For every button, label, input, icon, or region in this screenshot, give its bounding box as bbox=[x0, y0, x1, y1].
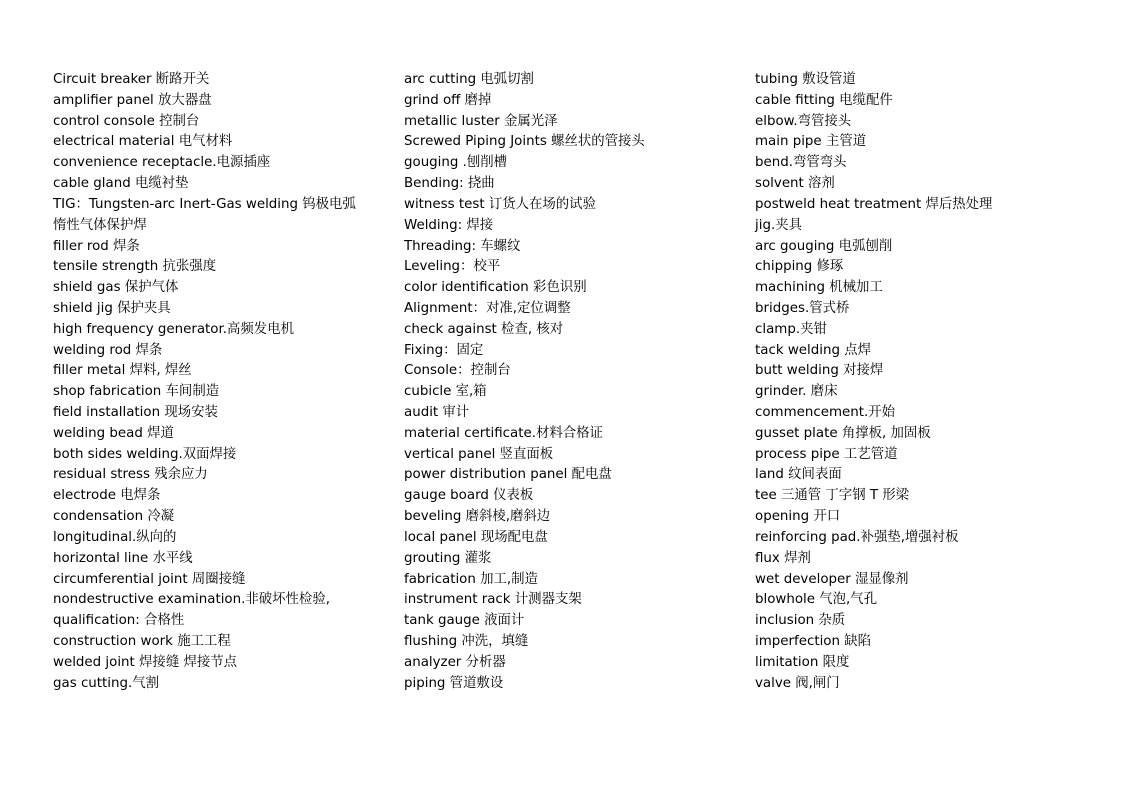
glossary-entry: color identification 彩色识别 bbox=[404, 280, 587, 296]
glossary-entry: Alignment：对准,定位调整 bbox=[404, 300, 571, 316]
glossary-entry: local panel 现场配电盘 bbox=[404, 529, 548, 545]
glossary-entry: clamp.夹钳 bbox=[755, 321, 827, 337]
glossary-entry: control console 控制台 bbox=[53, 113, 200, 129]
glossary-entry: audit 审计 bbox=[404, 405, 470, 420]
glossary-entry: power distribution panel 配电盘 bbox=[404, 467, 612, 483]
glossary-entry: grinder. 磨床 bbox=[755, 384, 838, 400]
glossary-entry: welding bead 焊道 bbox=[53, 425, 174, 441]
glossary-entry: qualification: 合格性 bbox=[53, 613, 185, 629]
glossary-entry: condensation 冷凝 bbox=[53, 509, 175, 525]
glossary-entry: reinforcing pad.补强垫,增强衬板 bbox=[755, 529, 959, 545]
glossary-entry: bridges.管式桥 bbox=[755, 300, 850, 316]
glossary-entry: chipping 修琢 bbox=[755, 259, 844, 275]
glossary-entry: Welding: 焊接 bbox=[404, 217, 494, 233]
glossary-entry: cubicle 室,箱 bbox=[404, 384, 487, 400]
glossary-entry: check against 检查, 核对 bbox=[404, 321, 564, 337]
glossary-entry: electrode 电焊条 bbox=[53, 488, 161, 504]
glossary-entry: arc cutting 电弧切割 bbox=[404, 72, 534, 87]
glossary-entry: construction work 施工工程 bbox=[53, 633, 231, 649]
glossary-entry: cable fitting 电缆配件 bbox=[755, 92, 893, 108]
glossary-entry: commencement.开始 bbox=[755, 405, 896, 420]
glossary-entry: opening 开口 bbox=[755, 509, 841, 525]
glossary-entry: filler metal 焊料, 焊丝 bbox=[53, 363, 192, 379]
glossary-entry: residual stress 残余应力 bbox=[53, 467, 208, 483]
glossary-entry: main pipe 主管道 bbox=[755, 134, 867, 150]
glossary-entry: tubing 敷设管道 bbox=[755, 72, 856, 87]
glossary-entry: postweld heat treatment 焊后热处理 bbox=[755, 196, 993, 212]
glossary-entry: bend.弯管弯头 bbox=[755, 155, 847, 171]
glossary-entry: blowhole 气泡,气孔 bbox=[755, 592, 878, 608]
glossary-entry: high frequency generator.高频发电机 bbox=[53, 321, 294, 337]
glossary-entry: analyzer 分析器 bbox=[404, 654, 506, 670]
glossary-entry: welding rod 焊条 bbox=[53, 342, 163, 358]
glossary-entry: both sides welding.双面焊接 bbox=[53, 446, 237, 462]
glossary-entry: shop fabrication 车间制造 bbox=[53, 384, 220, 400]
glossary-entry: butt welding 对接焊 bbox=[755, 363, 884, 379]
glossary-entry: Console：控制台 bbox=[404, 363, 511, 379]
glossary-entry: process pipe 工艺管道 bbox=[755, 446, 898, 462]
glossary-entry: circumferential joint 周圈接缝 bbox=[53, 571, 246, 587]
glossary-entry: grouting 灌浆 bbox=[404, 550, 492, 566]
glossary-entry: gas cutting.气割 bbox=[53, 675, 160, 691]
glossary-entry: amplifier panel 放大器盘 bbox=[53, 92, 212, 108]
glossary-entry: Circuit breaker 断路开关 bbox=[53, 72, 210, 87]
glossary-entry: grind off 磨掉 bbox=[404, 92, 492, 108]
glossary-entry: electrical material 电气材料 bbox=[53, 134, 233, 150]
glossary-entry: beveling 磨斜棱,磨斜边 bbox=[404, 509, 551, 525]
glossary-entry: field installation 现场安装 bbox=[53, 405, 218, 420]
glossary-entry: tee 三通管 丁字钢 T 形梁 bbox=[755, 488, 910, 504]
glossary-entry: welded joint 焊接缝 焊接节点 bbox=[53, 654, 238, 670]
glossary-entry: gouging .刨削槽 bbox=[404, 155, 508, 171]
glossary-entry: metallic luster 金属光泽 bbox=[404, 113, 558, 129]
glossary-entry: flux 焊剂 bbox=[755, 550, 811, 566]
glossary-entry: arc gouging 电弧刨削 bbox=[755, 238, 893, 254]
glossary-entry: longitudinal.纵向的 bbox=[53, 529, 177, 545]
glossary-entry: instrument rack 计测器支架 bbox=[404, 592, 582, 608]
glossary-column-2 bbox=[404, 70, 739, 694]
glossary-entry: shield gas 保护气体 bbox=[53, 280, 179, 296]
glossary-entry: Leveling：校平 bbox=[404, 259, 501, 275]
glossary-entry: horizontal line 水平线 bbox=[53, 550, 193, 566]
glossary-entry: filler rod 焊条 bbox=[53, 238, 140, 254]
glossary-entry: imperfection 缺陷 bbox=[755, 633, 872, 649]
glossary-entry: tank gauge 液面计 bbox=[404, 613, 525, 629]
glossary-entry: fabrication 加工,制造 bbox=[404, 571, 538, 587]
glossary-column-3 bbox=[755, 70, 1090, 694]
glossary-entry-continuation: 惰性气体保护焊 bbox=[53, 217, 147, 233]
glossary-entry: shield jig 保护夹具 bbox=[53, 300, 171, 316]
glossary-entry: solvent 溶剂 bbox=[755, 176, 835, 192]
glossary-entry: elbow.弯管接头 bbox=[755, 113, 852, 129]
glossary-entry: inclusion 杂质 bbox=[755, 613, 846, 629]
glossary-entry: material certificate.材料合格证 bbox=[404, 425, 603, 441]
glossary-entry: gusset plate 角撑板, 加固板 bbox=[755, 425, 931, 441]
glossary-entry: valve 阀,闸门 bbox=[755, 675, 840, 691]
glossary-entry: piping 管道敷设 bbox=[404, 675, 504, 691]
glossary-entry: witness test 订货人在场的试验 bbox=[404, 196, 596, 212]
glossary-entry: wet developer 湿显像剂 bbox=[755, 571, 909, 587]
glossary-entry: gauge board 仪表板 bbox=[404, 488, 534, 504]
glossary-entry: TIG：Tungsten-arc Inert-Gas welding 钨极电弧 bbox=[53, 196, 356, 212]
glossary-entry: convenience receptacle.电源插座 bbox=[53, 155, 271, 171]
glossary-entry: Screwed Piping Joints 螺丝状的管接头 bbox=[404, 134, 645, 150]
glossary-column-1 bbox=[53, 70, 388, 694]
glossary-entry: vertical panel 竖直面板 bbox=[404, 446, 554, 462]
glossary-entry: land 纹间表面 bbox=[755, 467, 842, 483]
glossary-entry: Fixing：固定 bbox=[404, 342, 484, 358]
glossary-entry: cable gland 电缆衬垫 bbox=[53, 176, 189, 192]
glossary-entry: tack welding 点焊 bbox=[755, 342, 871, 358]
glossary-entry: nondestructive examination.非破坏性检验, bbox=[53, 592, 330, 608]
glossary-entry: flushing 冲洗，填缝 bbox=[404, 633, 529, 649]
glossary-entry: limitation 限度 bbox=[755, 654, 850, 670]
glossary-entry: Bending: 挠曲 bbox=[404, 176, 495, 192]
glossary-entry: Threading: 车螺纹 bbox=[404, 238, 521, 254]
glossary-entry: tensile strength 抗张强度 bbox=[53, 259, 217, 275]
glossary-entry: machining 机械加工 bbox=[755, 280, 883, 296]
glossary-entry: jig.夹具 bbox=[755, 217, 802, 233]
